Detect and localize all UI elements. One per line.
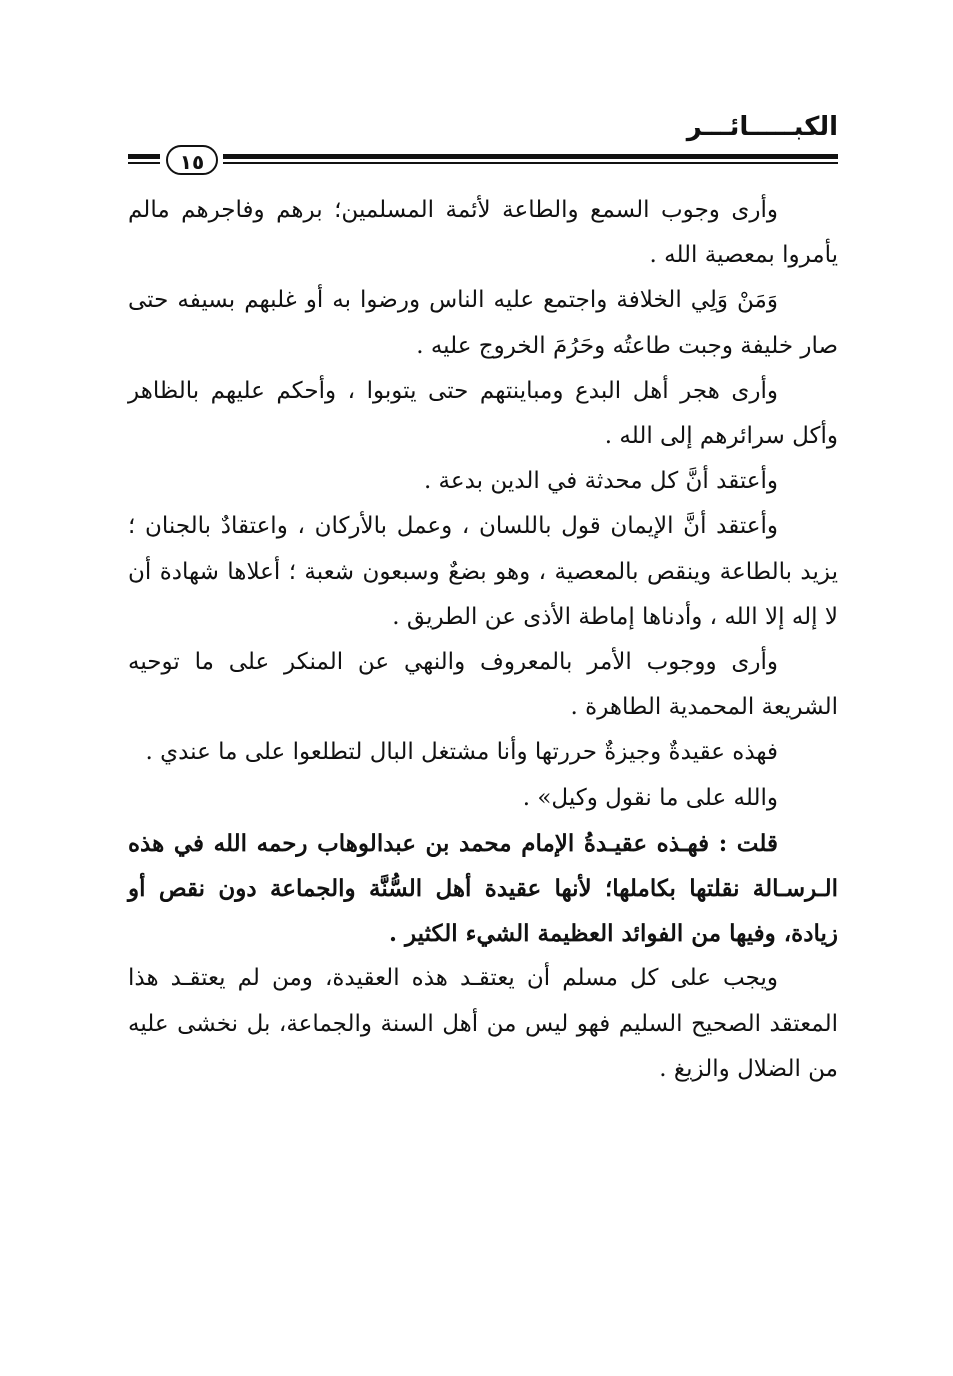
- paragraph: وأعتقد أنَّ كل محدثة في الدين بدعة .: [423, 468, 778, 495]
- paragraph: وأرى ووجوب الأمر بالمعروف والنهي عن المنكر على ما توحيه الشريعة المحمدية الطاهرة .: [128, 649, 838, 721]
- paragraph: ويجب على كل مسلم أن يعتقـد هذه العقيدة، ومن لم يعتقـد هذا المعتقد الصحيح السليم فهو ليس من أهل السنة والجماعة، بل نخشى عليه من الضلال والزيغ .: [128, 965, 838, 1082]
- running-title: الكبـــــائـــر: [686, 112, 838, 142]
- paragraph: وأعتقد أنَّ الإيمان قول باللسان ، وعمل بالأركان ، واعتقادٌ بالجنان ؛ يزيد بالطاعة وينقص بالمعصية ، وهو بضعٌ وسبعون شعبة ؛ أعلاها شهادة أن لا إله إلا الله ، وأدناها إماطة الأذى عن الطريق .: [128, 513, 838, 630]
- paragraph: وَمَنْ وَلِي الخلافة واجتمع عليه الناس ورضوا به أو غلبهم بسيفه حتى صار خليفة وجبت طاعتُه وحَرُمَ الخروج عليه .: [128, 287, 838, 359]
- paragraph: وأرى وجوب السمع والطاعة لأئمة المسلمين؛ برهم وفاجرهم مالم يأمروا بمعصية الله .: [128, 197, 838, 269]
- page-body: [128, 188, 838, 1092]
- paragraph: والله على ما نقول وكيل» .: [522, 784, 778, 811]
- header-rule-thick: [223, 154, 838, 159]
- header-rule-left-thick: [128, 154, 160, 159]
- author-note-paragraph: قلت : فهـذه عقيـدةُ الإمام محمد بن عبدالوهاب رحمه الله في هذه الـرسـالة نقلتها بكاملها؛ لأنها عقيدة أهل السُّنَّة والجماعة دون نقص أو زيادة، وفيها من الفوائد العظيمة الشيء الكثير .: [128, 829, 838, 948]
- header-rule-thin: [223, 162, 838, 164]
- paragraph: وأرى هجر أهل البدع ومباينتهم حتى يتوبوا ، وأحكم عليهم بالظاهر وأكل سرائرهم إلى الله .: [128, 377, 838, 450]
- header-rule-left-thin: [128, 162, 160, 164]
- page-number: ١٥: [166, 145, 218, 175]
- page-header: [128, 110, 838, 174]
- paragraph: فهذه عقيدةٌ وجيزةٌ حررتها وأنا مشتغل البال لتطلعوا على ما عندي .: [145, 739, 778, 766]
